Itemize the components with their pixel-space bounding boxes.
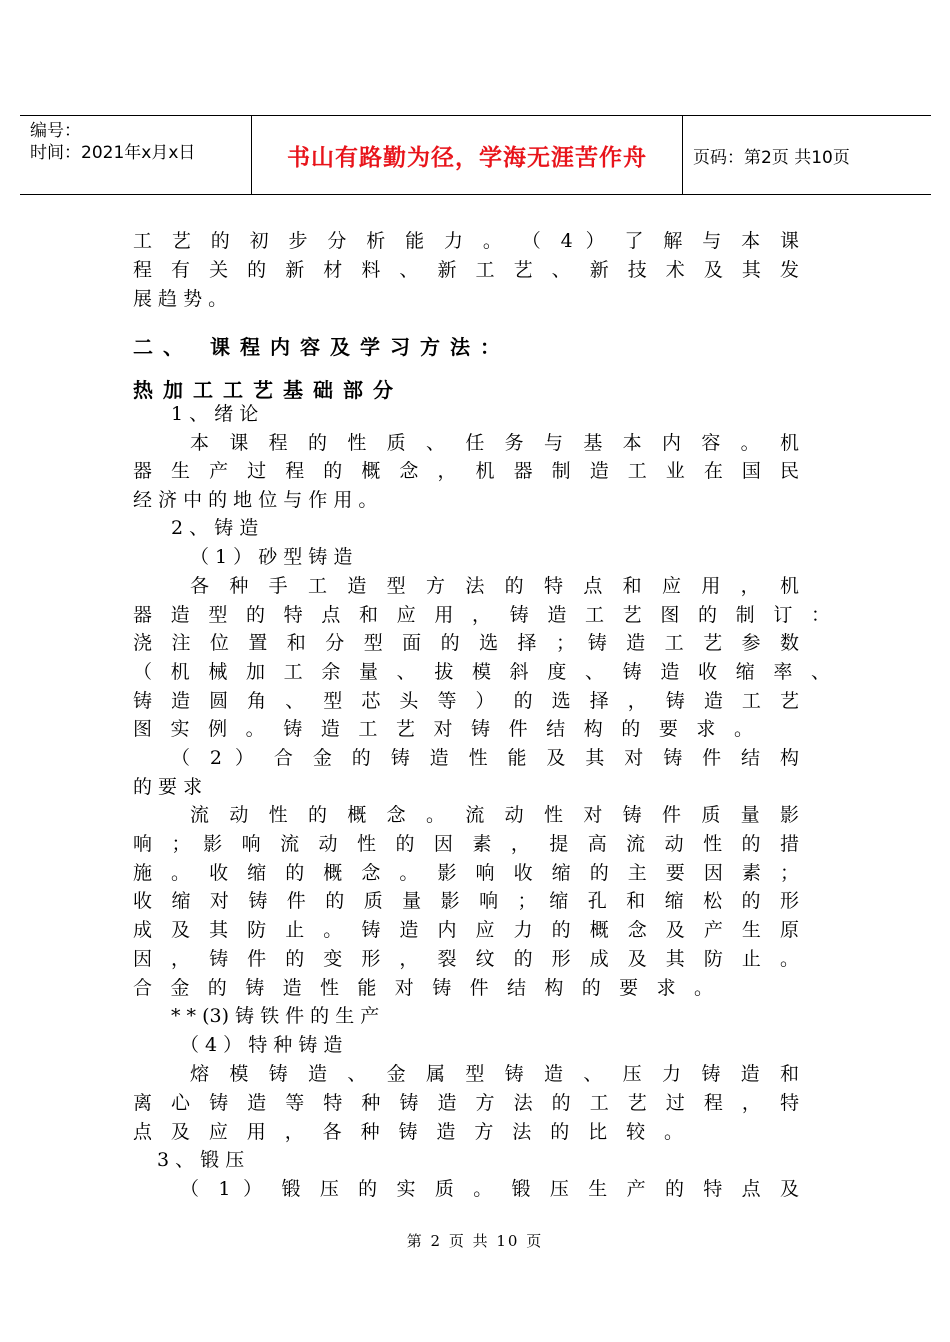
body-line: 合 金 的 铸 造 性 能 对 铸 件 结 构 的 要 求 。 — [133, 977, 713, 999]
body-line: 铸 造 圆 角 、 型 芯 头 等 ） 的 选 择 ， 铸 造 工 艺 — [133, 690, 799, 712]
body-line: 的 要 求 — [133, 776, 203, 798]
body-line: 流 动 性 的 概 念 。 流 动 性 对 铸 件 质 量 影 — [190, 804, 799, 826]
body-line: 熔 模 铸 造 、 金 属 型 铸 造 、 压 力 铸 造 和 — [190, 1063, 799, 1085]
page-footer: 第 2 页 共 10 页 — [406, 1232, 544, 1250]
section-heading: 二、 课程内容及学习方法： — [133, 335, 510, 359]
header-divider — [682, 116, 683, 194]
body-line: 程 有 关 的 新 材 料 、 新 工 艺 、 新 技 术 及 其 发 — [133, 259, 799, 281]
body-line: 经 济 中 的 地 位 与 作 用 。 — [133, 489, 378, 511]
item-heading: （ 1 ） 砂 型 铸 造 — [190, 546, 353, 568]
sub-heading: 热加工工艺基础部分 — [133, 378, 403, 402]
body-line: 离 心 铸 造 等 特 种 铸 造 方 法 的 工 艺 过 程 ， 特 — [133, 1092, 799, 1114]
item-heading: * * (3) 铸 铁 件 的 生 产 — [171, 1005, 380, 1027]
document-header — [20, 115, 931, 195]
body-line: 本 课 程 的 性 质 、 任 务 与 基 本 内 容 。 机 — [190, 432, 799, 454]
body-line: 展 趋 势 。 — [133, 288, 228, 310]
body-line: 器 生 产 过 程 的 概 念 ， 机 器 制 造 工 业 在 国 民 — [133, 460, 799, 482]
body-line: 各 种 手 工 造 型 方 法 的 特 点 和 应 用 ， 机 — [190, 575, 799, 597]
body-line: 响 ； 影 响 流 动 性 的 因 素 ， 提 高 流 动 性 的 措 — [133, 833, 799, 855]
item-heading: 1 、 绪 论 — [171, 403, 259, 425]
body-line: 浇 注 位 置 和 分 型 面 的 选 择 ； 铸 造 工 艺 参 数 — [133, 632, 799, 654]
header-page-code: 页码：第2页 共10页 — [693, 147, 850, 168]
body-line: 工 艺 的 初 步 分 析 能 力 。 （ 4 ） 了 解 与 本 课 — [133, 230, 799, 252]
body-line: （ 机 械 加 工 余 量 、 拔 模 斜 度 、 铸 造 收 缩 率 、 — [133, 661, 830, 683]
body-line: 图 实 例 。 铸 造 工 艺 对 铸 件 结 构 的 要 求 。 — [133, 718, 753, 740]
header-meta — [30, 120, 195, 164]
body-line: 收 缩 对 铸 件 的 质 量 影 响 ； 缩 孔 和 缩 松 的 形 — [133, 890, 799, 912]
body-line: 因 ， 铸 件 的 变 形 ， 裂 纹 的 形 成 及 其 防 止 。 — [133, 948, 799, 970]
body-line: （ 2 ） 合 金 的 铸 造 性 能 及 其 对 铸 件 结 构 — [171, 747, 799, 769]
body-line: 点 及 应 用 ， 各 种 铸 造 方 法 的 比 较 。 — [133, 1121, 683, 1143]
header-motto: 书山有路勤为径，学海无涯苦作舟 — [287, 144, 647, 171]
body-line: 成 及 其 防 止 。 铸 造 内 应 力 的 概 念 及 产 生 原 — [133, 919, 799, 941]
body-line: 施 。 收 缩 的 概 念 。 影 响 收 缩 的 主 要 因 素 ； — [133, 862, 799, 884]
time-label: 时间：2021年x月x日 — [30, 143, 196, 163]
number-label: 编号： — [30, 121, 81, 141]
item-heading: 3 、 锻 压 — [157, 1149, 245, 1171]
item-heading: 2 、 铸 造 — [171, 517, 259, 539]
item-heading: （ 4 ） 特 种 铸 造 — [180, 1034, 343, 1056]
body-line: （ 1 ） 锻 压 的 实 质 。 锻 压 生 产 的 特 点 及 — [180, 1178, 799, 1200]
body-line: 器 造 型 的 特 点 和 应 用 ， 铸 造 工 艺 图 的 制 订 ： — [133, 604, 830, 626]
